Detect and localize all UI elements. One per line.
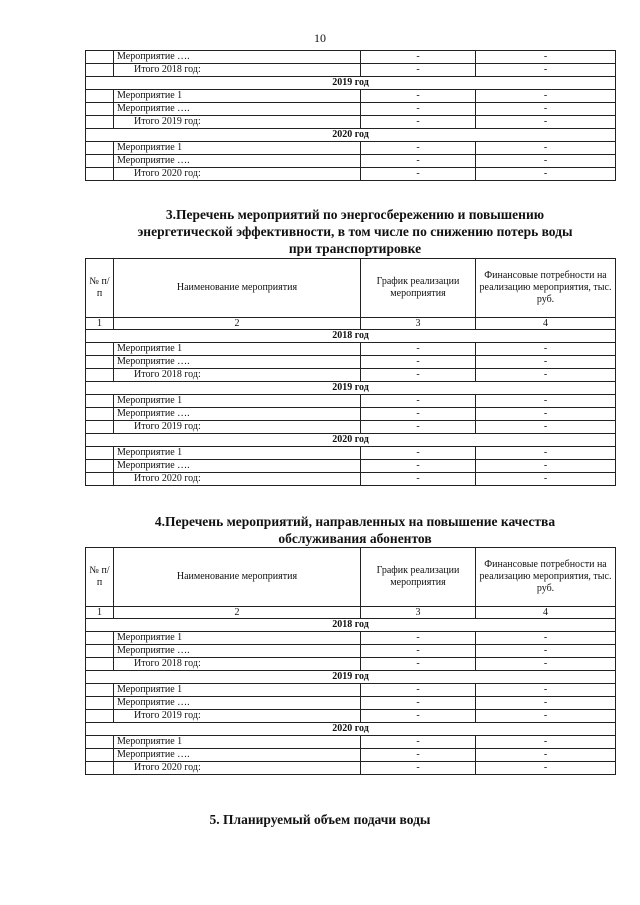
- schedule-cell: -: [361, 460, 476, 473]
- financing-cell: -: [476, 343, 616, 356]
- financing-cell: -: [476, 460, 616, 473]
- financing-cell: -: [476, 749, 616, 762]
- financing-cell: -: [476, 697, 616, 710]
- table-row: [86, 395, 616, 408]
- row-number-cell: [86, 103, 114, 116]
- schedule-cell: -: [361, 684, 476, 697]
- schedule-cell: -: [361, 395, 476, 408]
- row-number-cell: [86, 142, 114, 155]
- row-number-cell: [86, 762, 114, 775]
- financing-cell: -: [476, 408, 616, 421]
- column-header: Наименование мероприятия: [114, 259, 361, 318]
- schedule-cell: -: [361, 473, 476, 486]
- schedule-cell: -: [361, 645, 476, 658]
- total-row: [86, 116, 616, 129]
- table-row: [86, 697, 616, 710]
- total-label: Итого 2020 год:: [114, 473, 361, 486]
- section-4-heading-line: 4.Перечень мероприятий, направленных на повышение качества: [154, 514, 556, 529]
- page-number: 10: [314, 31, 326, 45]
- schedule-cell: -: [361, 421, 476, 434]
- row-number-cell: [86, 710, 114, 723]
- event-name: Мероприятие ….: [114, 103, 361, 116]
- row-number-cell: [86, 343, 114, 356]
- total-row: [86, 64, 616, 77]
- table-row: [86, 736, 616, 749]
- year-row: [86, 382, 616, 395]
- column-number: 4: [476, 607, 616, 619]
- column-number: 2: [114, 607, 361, 619]
- column-number-row: [86, 318, 616, 330]
- section-3-heading-line: при транспортировке: [288, 241, 422, 256]
- year-label: 2020 год: [86, 723, 616, 736]
- year-label: 2019 год: [86, 77, 616, 90]
- row-number-cell: [86, 369, 114, 382]
- total-row: [86, 421, 616, 434]
- row-number-cell: [86, 697, 114, 710]
- carryover-table: [85, 50, 616, 181]
- schedule-cell: -: [361, 408, 476, 421]
- column-number-row: [86, 607, 616, 619]
- financing-cell: -: [476, 645, 616, 658]
- schedule-cell: -: [361, 51, 476, 64]
- table-row: [86, 103, 616, 116]
- row-number-cell: [86, 395, 114, 408]
- event-name: Мероприятие ….: [114, 697, 361, 710]
- table-row: [86, 645, 616, 658]
- schedule-cell: -: [361, 632, 476, 645]
- table-row: [86, 51, 616, 64]
- row-number-cell: [86, 421, 114, 434]
- table-header-row: [86, 548, 616, 607]
- schedule-cell: -: [361, 762, 476, 775]
- year-row: [86, 434, 616, 447]
- column-header: График реализации мероприятия: [361, 548, 476, 607]
- section-3-heading-line: 3.Перечень мероприятий по энергосбережению и повышению: [165, 207, 545, 222]
- schedule-cell: -: [361, 356, 476, 369]
- schedule-cell: -: [361, 749, 476, 762]
- column-header: График реализации мероприятия: [361, 259, 476, 318]
- financing-cell: -: [476, 64, 616, 77]
- total-label: Итого 2019 год:: [114, 710, 361, 723]
- financing-cell: -: [476, 632, 616, 645]
- table-row: [86, 447, 616, 460]
- table-row: [86, 749, 616, 762]
- service-quality-table: [85, 547, 616, 775]
- row-number-cell: [86, 658, 114, 671]
- column-number: 2: [114, 318, 361, 330]
- schedule-cell: -: [361, 142, 476, 155]
- schedule-cell: -: [361, 64, 476, 77]
- total-label: Итого 2020 год:: [114, 168, 361, 181]
- row-number-cell: [86, 116, 114, 129]
- section-5-heading: 5. Планируемый объем подачи воды: [209, 812, 431, 827]
- year-label: 2018 год: [86, 619, 616, 632]
- column-number: 3: [361, 607, 476, 619]
- financing-cell: -: [476, 762, 616, 775]
- section-3-heading: [100, 206, 610, 257]
- column-number: 4: [476, 318, 616, 330]
- schedule-cell: -: [361, 658, 476, 671]
- event-name: Мероприятие ….: [114, 749, 361, 762]
- year-label: 2018 год: [86, 330, 616, 343]
- row-number-cell: [86, 645, 114, 658]
- total-row: [86, 658, 616, 671]
- year-label: 2019 год: [86, 671, 616, 684]
- year-row: [86, 671, 616, 684]
- row-number-cell: [86, 356, 114, 369]
- financing-cell: -: [476, 356, 616, 369]
- section-4-heading: [100, 513, 610, 547]
- table-row: [86, 684, 616, 697]
- row-number-cell: [86, 632, 114, 645]
- row-number-cell: [86, 64, 114, 77]
- schedule-cell: -: [361, 90, 476, 103]
- schedule-cell: -: [361, 369, 476, 382]
- schedule-cell: -: [361, 168, 476, 181]
- event-name: Мероприятие 1: [114, 343, 361, 356]
- total-label: Итого 2018 год:: [114, 658, 361, 671]
- event-name: Мероприятие ….: [114, 51, 361, 64]
- column-header: № п/п: [86, 259, 114, 318]
- event-name: Мероприятие 1: [114, 90, 361, 103]
- financing-cell: -: [476, 369, 616, 382]
- total-label: Итого 2020 год:: [114, 762, 361, 775]
- column-header: Наименование мероприятия: [114, 548, 361, 607]
- row-number-cell: [86, 408, 114, 421]
- event-name: Мероприятие 1: [114, 632, 361, 645]
- total-row: [86, 762, 616, 775]
- table-row: [86, 356, 616, 369]
- row-number-cell: [86, 168, 114, 181]
- row-number-cell: [86, 90, 114, 103]
- table-row: [86, 90, 616, 103]
- total-label: Итого 2019 год:: [114, 116, 361, 129]
- schedule-cell: -: [361, 103, 476, 116]
- year-label: 2020 год: [86, 434, 616, 447]
- total-label: Итого 2019 год:: [114, 421, 361, 434]
- financing-cell: -: [476, 710, 616, 723]
- event-name: Мероприятие ….: [114, 460, 361, 473]
- year-row: [86, 77, 616, 90]
- schedule-cell: -: [361, 736, 476, 749]
- event-name: Мероприятие ….: [114, 408, 361, 421]
- column-header: № п/п: [86, 548, 114, 607]
- row-number-cell: [86, 749, 114, 762]
- row-number-cell: [86, 447, 114, 460]
- column-number: 3: [361, 318, 476, 330]
- table-header-row: [86, 259, 616, 318]
- table-row: [86, 632, 616, 645]
- total-label: Итого 2018 год:: [114, 64, 361, 77]
- row-number-cell: [86, 684, 114, 697]
- financing-cell: -: [476, 421, 616, 434]
- total-row: [86, 473, 616, 486]
- event-name: Мероприятие 1: [114, 395, 361, 408]
- schedule-cell: -: [361, 697, 476, 710]
- event-name: Мероприятие 1: [114, 736, 361, 749]
- table-row: [86, 155, 616, 168]
- financing-cell: -: [476, 155, 616, 168]
- financing-cell: -: [476, 658, 616, 671]
- table-row: [86, 142, 616, 155]
- financing-cell: -: [476, 395, 616, 408]
- table-row: [86, 408, 616, 421]
- schedule-cell: -: [361, 343, 476, 356]
- total-row: [86, 369, 616, 382]
- schedule-cell: -: [361, 447, 476, 460]
- column-header: Финансовые потребности на реализацию мероприятия, тыс. руб.: [476, 259, 616, 318]
- year-row: [86, 330, 616, 343]
- total-row: [86, 710, 616, 723]
- column-number: 1: [86, 318, 114, 330]
- section-3-heading-line: энергетической эффективности, в том числе по снижению потерь воды: [137, 224, 573, 239]
- column-number: 1: [86, 607, 114, 619]
- event-name: Мероприятие 1: [114, 684, 361, 697]
- row-number-cell: [86, 736, 114, 749]
- row-number-cell: [86, 155, 114, 168]
- event-name: Мероприятие ….: [114, 356, 361, 369]
- financing-cell: -: [476, 684, 616, 697]
- schedule-cell: -: [361, 155, 476, 168]
- column-header: Финансовые потребности на реализацию мероприятия, тыс. руб.: [476, 548, 616, 607]
- financing-cell: -: [476, 51, 616, 64]
- financing-cell: -: [476, 142, 616, 155]
- year-row: [86, 723, 616, 736]
- schedule-cell: -: [361, 710, 476, 723]
- event-name: Мероприятие 1: [114, 142, 361, 155]
- financing-cell: -: [476, 736, 616, 749]
- financing-cell: -: [476, 103, 616, 116]
- row-number-cell: [86, 51, 114, 64]
- total-label: Итого 2018 год:: [114, 369, 361, 382]
- event-name: Мероприятие 1: [114, 447, 361, 460]
- financing-cell: -: [476, 168, 616, 181]
- year-label: 2020 год: [86, 129, 616, 142]
- event-name: Мероприятие ….: [114, 155, 361, 168]
- row-number-cell: [86, 460, 114, 473]
- financing-cell: -: [476, 90, 616, 103]
- event-name: Мероприятие ….: [114, 645, 361, 658]
- total-row: [86, 168, 616, 181]
- table-row: [86, 460, 616, 473]
- financing-cell: -: [476, 473, 616, 486]
- year-row: [86, 129, 616, 142]
- financing-cell: -: [476, 447, 616, 460]
- section-4-heading-line: обслуживания абонентов: [278, 531, 432, 546]
- energy-saving-table: [85, 258, 616, 486]
- year-label: 2019 год: [86, 382, 616, 395]
- schedule-cell: -: [361, 116, 476, 129]
- row-number-cell: [86, 473, 114, 486]
- year-row: [86, 619, 616, 632]
- financing-cell: -: [476, 116, 616, 129]
- table-row: [86, 343, 616, 356]
